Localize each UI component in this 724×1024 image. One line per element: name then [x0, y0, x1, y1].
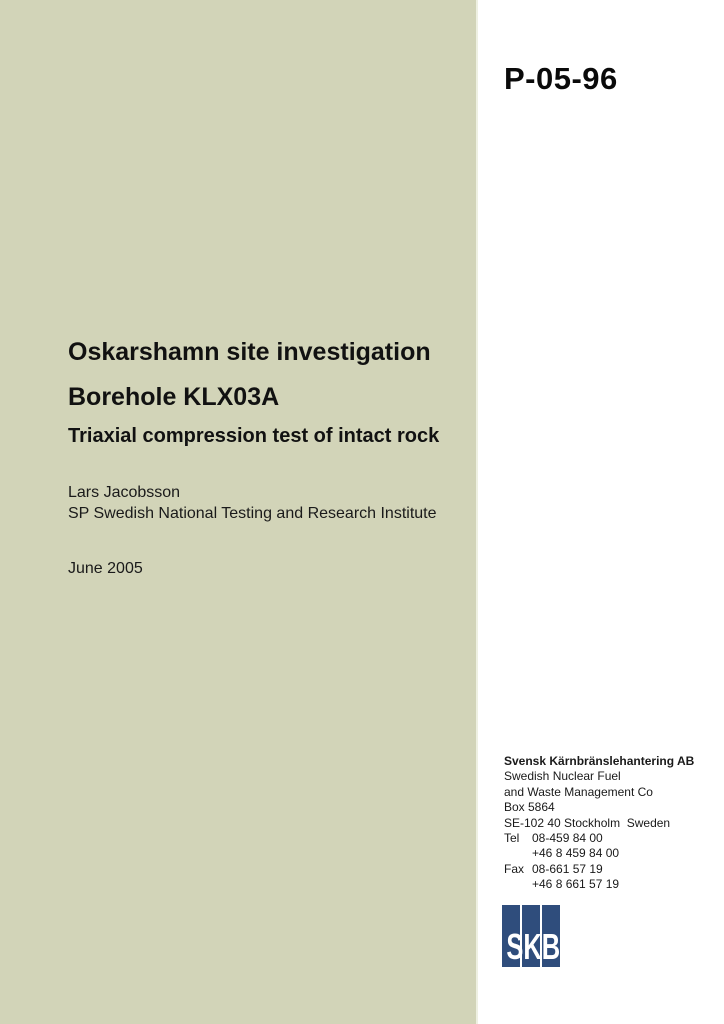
publisher-block — [504, 754, 714, 893]
author-name: Lars Jacobsson — [68, 484, 181, 501]
skb-logo — [502, 905, 560, 967]
report-number: P-05-96 — [504, 61, 618, 96]
tel-number-local: 08-459 84 00 — [532, 831, 603, 846]
publisher-name: Svensk Kärnbränslehantering AB — [504, 754, 695, 768]
report-date: June 2005 — [68, 560, 143, 577]
publisher-address-line: Box 5864 — [504, 800, 555, 815]
program-title: Oskarshamn site investigation — [68, 338, 431, 366]
fax-row-intl — [504, 877, 714, 892]
author-affiliation: SP Swedish National Testing and Research Institute — [68, 505, 437, 522]
skb-logo-text: SKB — [506, 927, 561, 968]
report-title: Borehole KLX03A — [68, 383, 280, 411]
report-subtitle: Triaxial compression test of intact rock — [68, 425, 440, 447]
publisher-address-line: and Waste Management Co — [504, 784, 653, 799]
fax-number-intl: +46 8 661 57 19 — [532, 877, 620, 892]
fax-number-local: 08-661 57 19 — [532, 861, 603, 876]
publisher-address-line: SE-102 40 Stockholm Sweden — [504, 815, 671, 830]
fax-label-spacer — [504, 877, 532, 892]
fax-row — [504, 862, 714, 877]
publisher-address-line: Swedish Nuclear Fuel — [504, 769, 621, 784]
tel-number-intl: +46 8 459 84 00 — [532, 846, 620, 861]
tel-label-spacer — [504, 846, 532, 861]
tel-row — [504, 831, 714, 846]
tel-row-intl — [504, 846, 714, 861]
tel-label: Tel — [504, 831, 520, 846]
fax-label: Fax — [504, 861, 525, 876]
